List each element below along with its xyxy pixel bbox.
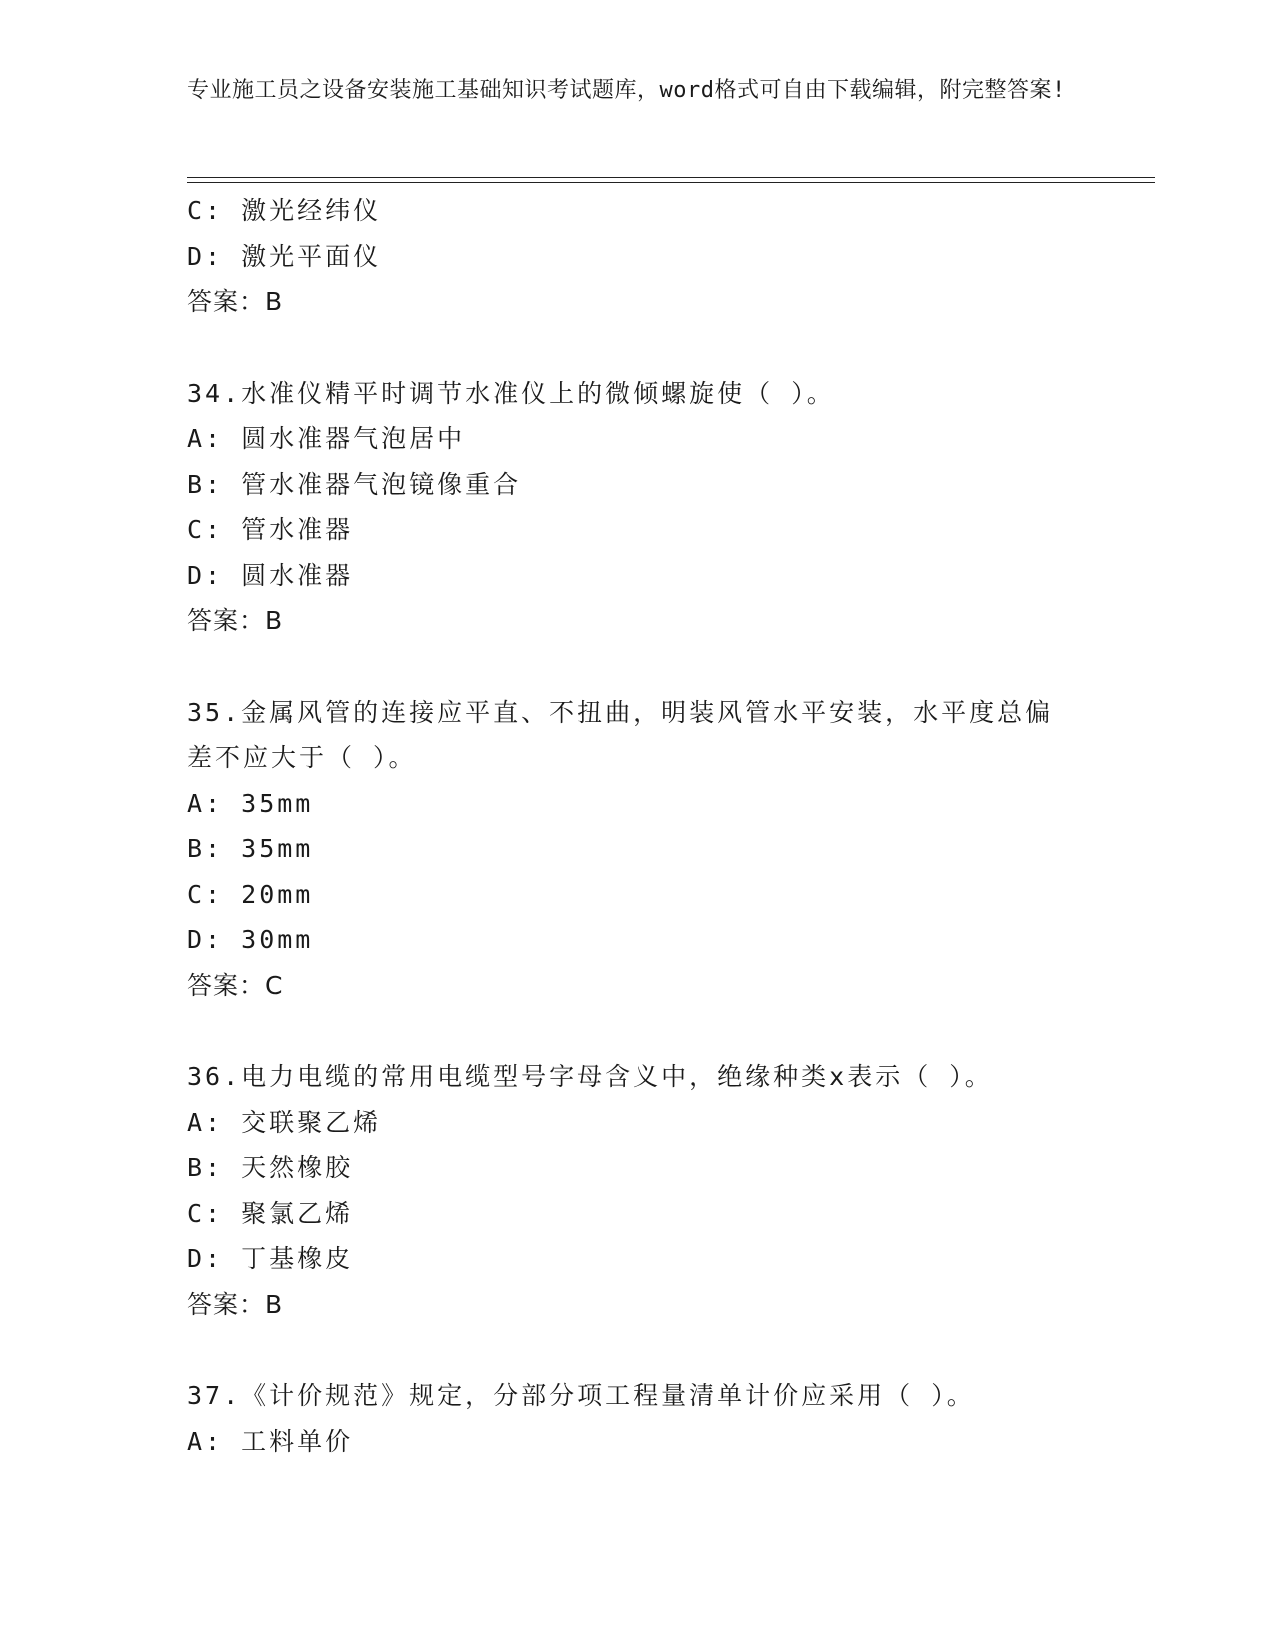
question-block-37 <box>187 1373 1107 1464</box>
question-title: 35.金属风管的连接应平直、不扭曲，明装风管水平安装，水平度总偏差不应大于（ ）。 <box>187 697 1054 772</box>
option-d: D: 圆水准器 <box>187 560 354 590</box>
question-title: 34.水准仪精平时调节水准仪上的微倾螺旋使（ ）。 <box>187 378 835 408</box>
option-c: C: 激光经纬仪 <box>187 196 382 225</box>
option-b: B: 35mm <box>187 834 314 863</box>
option-c: C: 管水准器 <box>187 515 354 544</box>
question-block-35 <box>187 690 1107 1009</box>
question-title: 36.电力电缆的常用电缆型号字母含义中，绝缘种类x表示（ ）。 <box>187 1062 993 1091</box>
question-block-continued <box>187 188 1107 325</box>
option-a: A: 交联聚乙烯 <box>187 1107 382 1137</box>
option-d: D: 30mm <box>187 925 314 954</box>
option-a: A: 工料单价 <box>187 1426 354 1456</box>
option-c: C: 20mm <box>187 879 314 909</box>
option-c: C: 聚氯乙烯 <box>187 1198 354 1228</box>
answer-line: 答案：B <box>187 1289 284 1319</box>
spacer <box>187 644 1107 690</box>
document-body <box>187 188 1107 1464</box>
option-d: D: 激光平面仪 <box>187 241 382 271</box>
option-b: B: 天然橡胶 <box>187 1153 354 1182</box>
header-title: 专业施工员之设备安装施工基础知识考试题库，word格式可自由下载编辑，附完整答案! <box>187 78 1066 103</box>
spacer <box>187 325 1107 371</box>
spacer <box>187 1327 1107 1373</box>
header-rule-bottom <box>187 182 1155 183</box>
answer-line: 答案：C <box>187 970 284 1000</box>
spacer <box>187 1008 1107 1054</box>
answer-line: 答案：B <box>187 287 284 316</box>
document-header <box>187 74 1067 107</box>
answer-line: 答案：B <box>187 606 284 635</box>
option-a: A: 圆水准器气泡居中 <box>187 424 466 453</box>
option-b: B: 管水准器气泡镜像重合 <box>187 469 522 499</box>
question-block-36 <box>187 1054 1107 1327</box>
option-a: A: 35mm <box>187 788 314 818</box>
question-block-34 <box>187 371 1107 644</box>
option-d: D: 丁基橡皮 <box>187 1244 354 1273</box>
question-title: 37.《计价规范》规定，分部分项工程量清单计价应采用（ ）。 <box>187 1381 975 1410</box>
header-rule-top <box>187 177 1155 178</box>
